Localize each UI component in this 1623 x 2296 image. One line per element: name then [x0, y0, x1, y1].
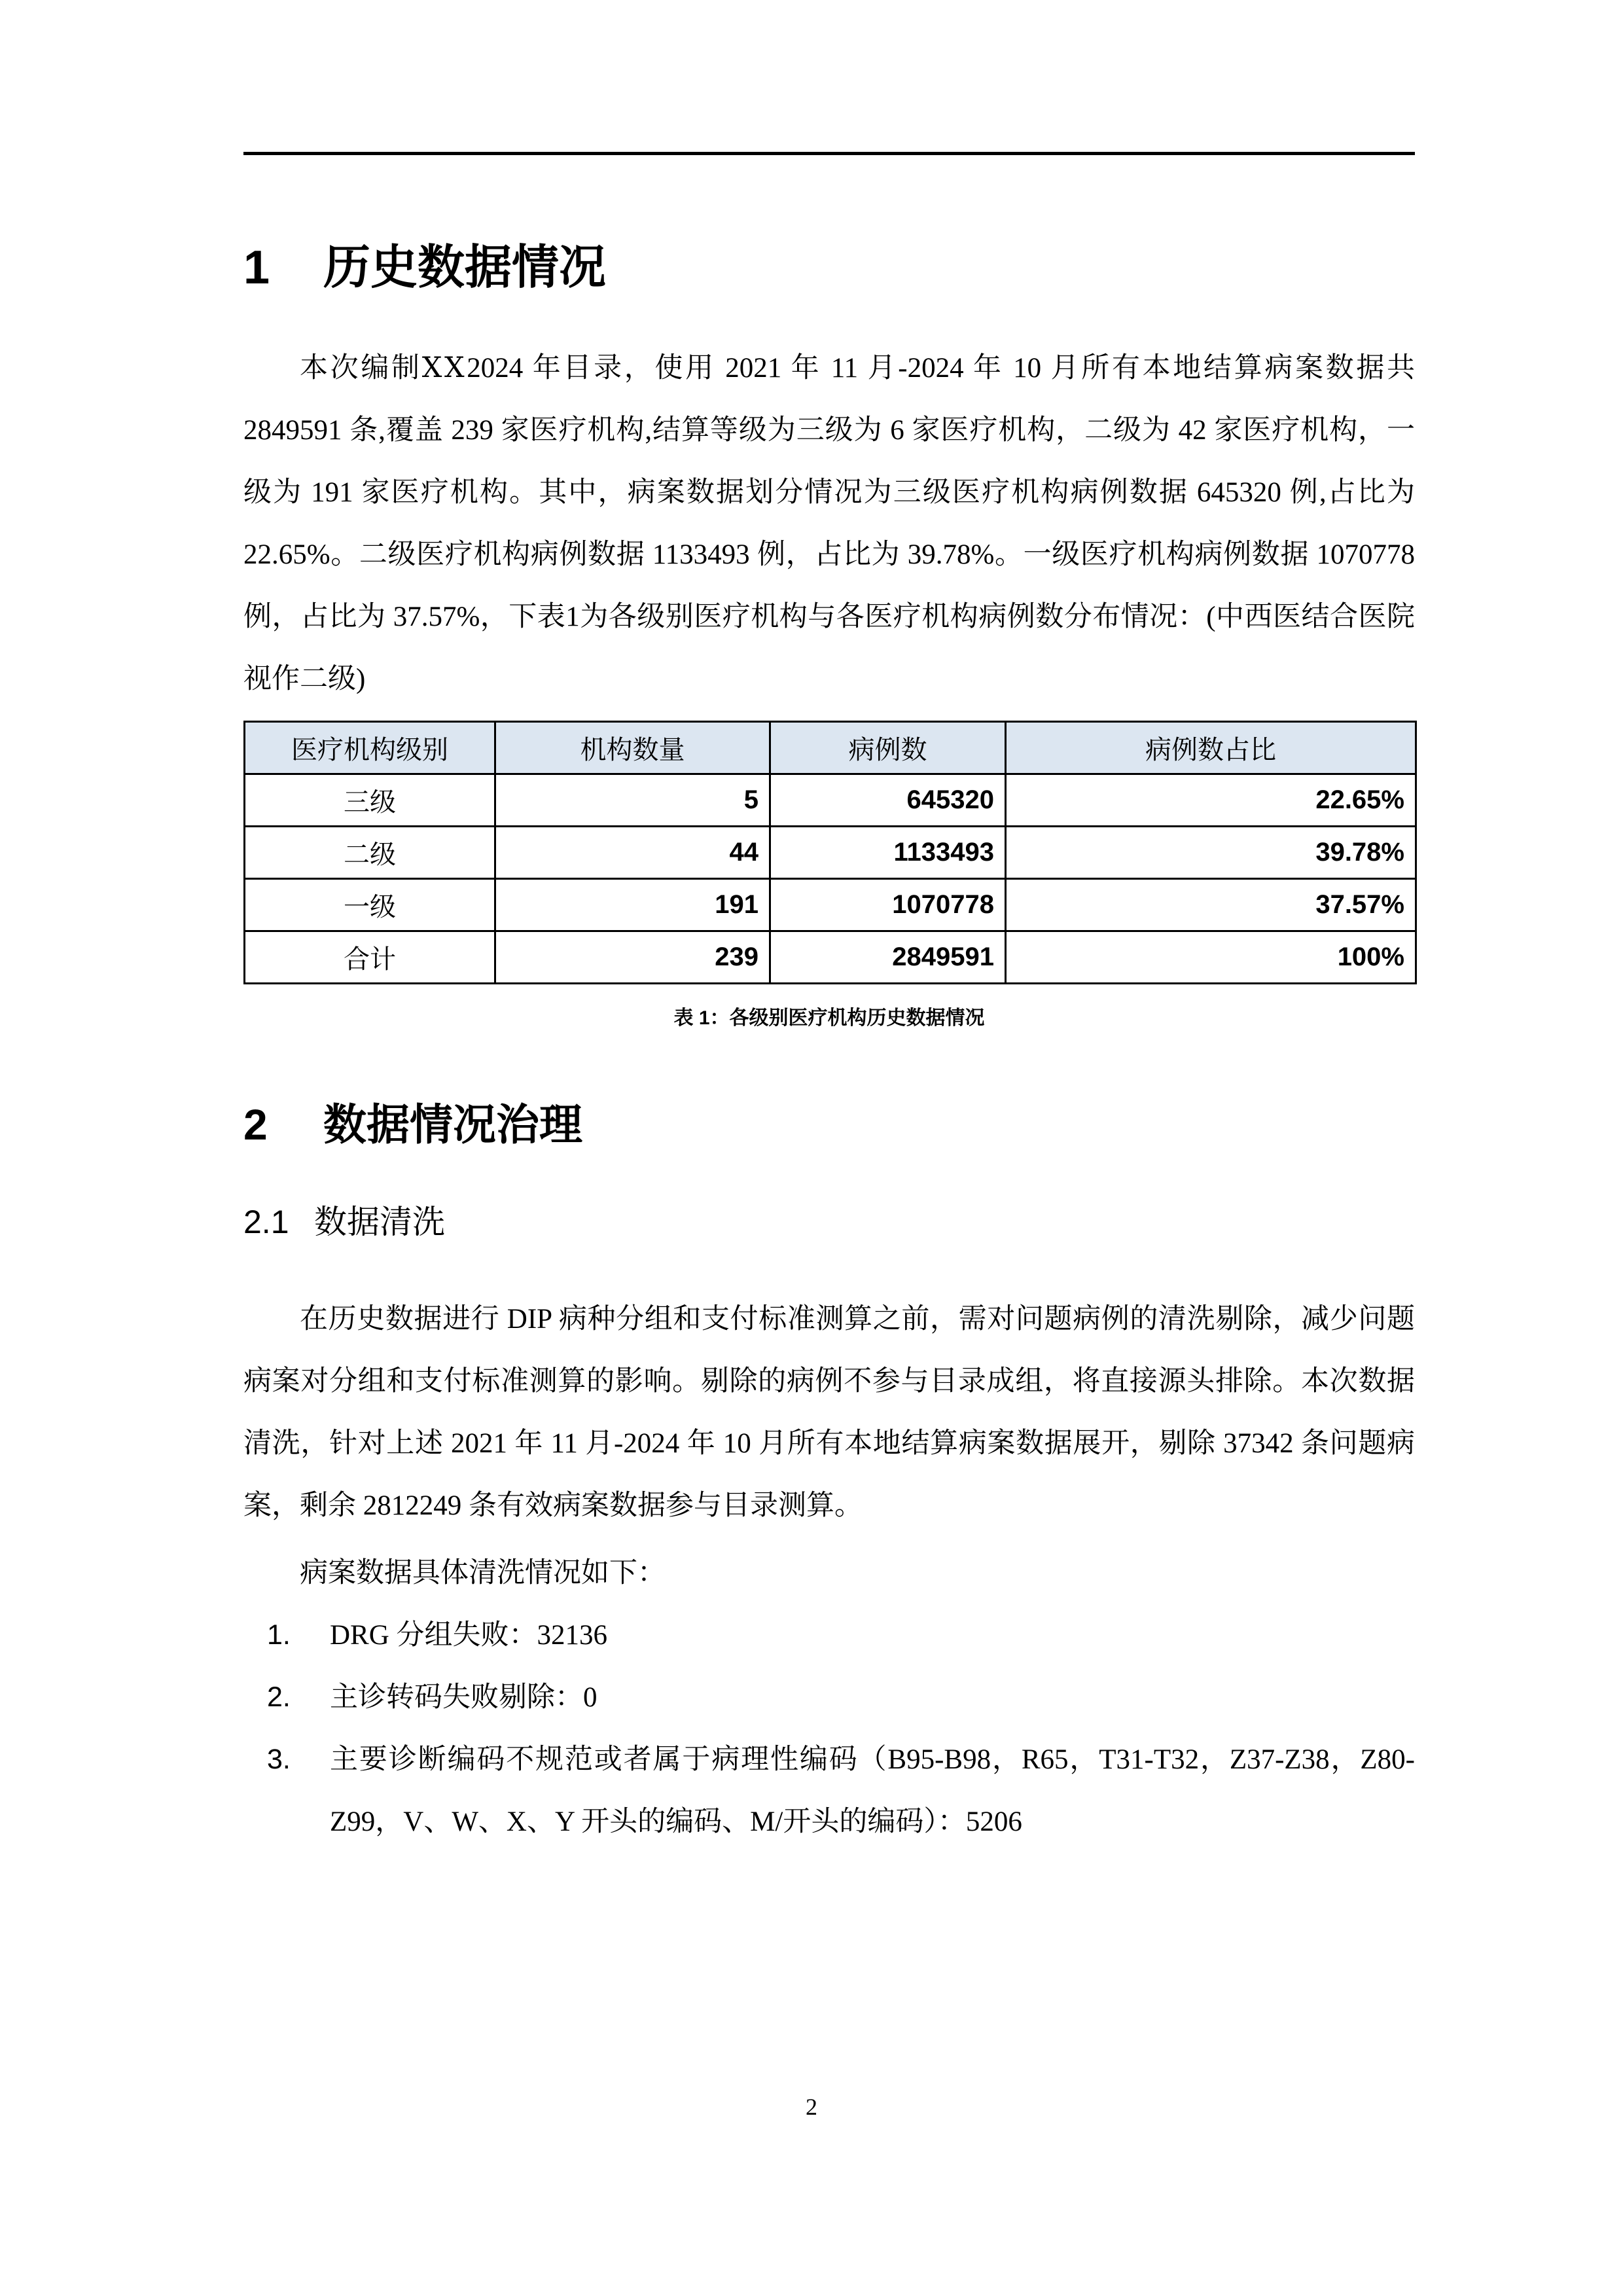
- list-item: [243, 1729, 1415, 1853]
- column-header-level: 医疗机构级别: [245, 722, 495, 774]
- column-header-case-ratio: 病例数占比: [1006, 722, 1416, 774]
- cell-institution-count: 191: [495, 879, 770, 931]
- column-header-institution-count: 机构数量: [495, 722, 770, 774]
- cell-case-ratio: 100%: [1006, 931, 1416, 984]
- cell-case-ratio: 39.78%: [1006, 827, 1416, 879]
- heading-2-title: 数据情况治理: [323, 1100, 582, 1149]
- list-item-text: 主诊转码失败剔除：0: [330, 1682, 597, 1713]
- heading-1-number: 1: [243, 242, 270, 294]
- heading-1-history-data: [243, 242, 1415, 294]
- page-content: [243, 0, 1415, 1853]
- section-2-1-paragraph: 在历史数据进行 DIP 病种分组和支付标准测算之前，需对问题病例的清洗剔除，减少问题病案对分组和支付标准测算的影响。剔除的病例不参与目录成组，将直接源头排除。本次数据清洗，针对上述 2021 年 11 月-2024 年 10 月所有本地结算病案数据展开，剔除 37342 条问题病案，剩余 2812249 条有效病案数据参与目录测算。: [243, 1304, 1415, 1522]
- heading-2-1-title: 数据清洗: [314, 1203, 445, 1240]
- list-item: [243, 1604, 1415, 1666]
- cell-case-count: 645320: [770, 774, 1006, 827]
- table-row: [245, 827, 1416, 879]
- heading-2-1-number: 2.1: [243, 1203, 289, 1240]
- section-1-paragraph: 本次编制ⅩⅩ2024 年目录，使用 2021 年 11 月-2024 年 10 月所有本地结算病案数据共 2849591 条,覆盖 239 家医疗机构,结算等级为三级为 6 家医疗机构，二级为 42 家医疗机构，一级为 191 家医疗机构。其中，病案数据划分情况为三级医疗机构病例数据 645320 例,占比为 22.65%。二级医疗机构病例数据 1133493 例，占比为 39.78%。一级医疗机构病例数据 1070778 例，占比为 37.57%，下表1为各级别医疗机构与各医疗机构病例数分布情况：(中西医结合医院视作二级): [243, 353, 1415, 695]
- cell-institution-count: 239: [495, 931, 770, 984]
- table-caption: 表 1：各级别医疗机构历史数据情况: [673, 1007, 985, 1030]
- cell-level: 一级: [245, 879, 495, 931]
- cell-case-ratio: 37.57%: [1006, 879, 1416, 931]
- table-row: [245, 774, 1416, 827]
- cell-institution-count: 5: [495, 774, 770, 827]
- cleaning-list-intro: 病案数据具体清洗情况如下：: [300, 1558, 666, 1589]
- cell-case-count: 1133493: [770, 827, 1006, 879]
- heading-2-data-governance: [243, 1101, 1415, 1149]
- column-header-case-count: 病例数: [770, 722, 1006, 774]
- heading-2-1-data-cleaning: [243, 1204, 1415, 1242]
- cell-case-count: 1070778: [770, 879, 1006, 931]
- page-number: 2: [806, 2094, 817, 2120]
- cell-level: 三级: [245, 774, 495, 827]
- cleaning-items-list: [243, 1604, 1415, 1853]
- list-item-text: DRG 分组失败：32136: [330, 1620, 608, 1651]
- list-item-text: 主要诊断编码不规范或者属于病理性编码（B95-B98，R65，T31-T32，Z37-Z38，Z80-Z99，V、W、X、Y 开头的编码、M/开头的编码）：5206: [330, 1744, 1415, 1838]
- history-data-table: [243, 721, 1417, 984]
- cell-level: 合计: [245, 931, 495, 984]
- list-item-marker: 2.: [267, 1681, 291, 1713]
- list-item-marker: 3.: [267, 1744, 291, 1776]
- table-row-total: [245, 931, 1416, 984]
- cell-institution-count: 44: [495, 827, 770, 879]
- list-item-marker: 1.: [267, 1619, 291, 1651]
- table-header-row: [245, 722, 1416, 774]
- cell-case-count: 2849591: [770, 931, 1006, 984]
- cell-level: 二级: [245, 827, 495, 879]
- list-item: [243, 1666, 1415, 1729]
- heading-2-number: 2: [243, 1100, 268, 1149]
- cell-case-ratio: 22.65%: [1006, 774, 1416, 827]
- heading-1-title: 历史数据情况: [323, 242, 607, 294]
- table-row: [245, 879, 1416, 931]
